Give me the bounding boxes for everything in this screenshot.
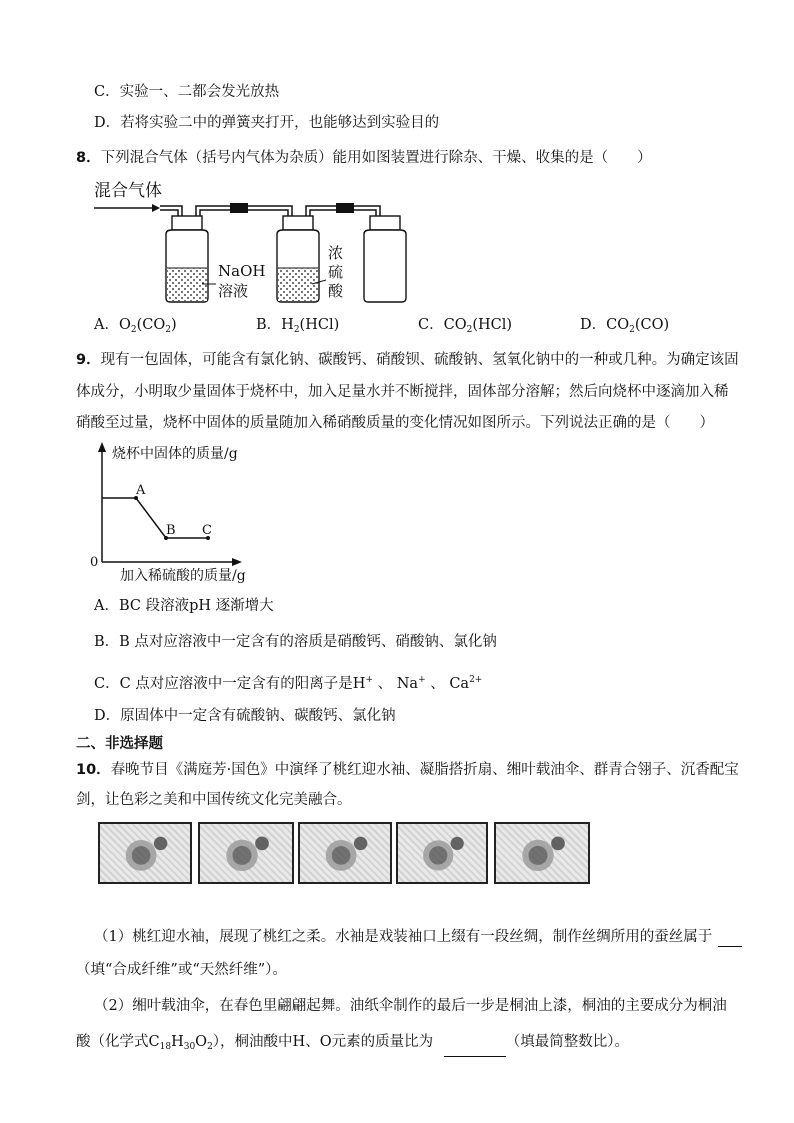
peach-red-image bbox=[98, 822, 192, 884]
q7-option-d: D．若将实验二中的弹簧夹打开，也能够达到实验目的 bbox=[94, 115, 440, 131]
section-title: 二、非选择题 bbox=[76, 736, 163, 752]
q9-option-a: A．BC 段溶液pH 逐渐增大 bbox=[94, 598, 274, 614]
acid-label-1: 浓 bbox=[328, 244, 344, 262]
acid-label-3: 酸 bbox=[328, 282, 344, 300]
point-a-label: A bbox=[136, 483, 146, 498]
acid-label-2: 硫 bbox=[328, 263, 344, 281]
q9-stem-line1: 9．现有一包固体，可能含有氯化钠、碳酸钙、硝酸钡、硫酸钠、氢氧化钠中的一种或几种。为确定该固 bbox=[76, 352, 739, 368]
point-c-label: C bbox=[202, 523, 212, 538]
q9-graph bbox=[84, 440, 284, 588]
q9-number: 9． bbox=[76, 352, 101, 368]
creamy-white-image bbox=[198, 822, 294, 884]
q9-option-b: B．B 点对应溶液中一定含有的溶质是硝酸钙、硝酸钠、氯化钠 bbox=[94, 634, 497, 650]
x-axis-label: 加入稀硫酸的质量/g bbox=[120, 568, 246, 584]
answer-blank-1[interactable] bbox=[718, 926, 742, 947]
q10-image-strip bbox=[98, 822, 590, 884]
q10-stem-line1: 10．春晚节目《满庭芳·国色》中演绎了桃红迎水袖、凝脂搭折扇、缃叶载油伞、群青合翎子、沉香配宝 bbox=[76, 762, 739, 778]
q8-option-a: A．$O_2(CO_2)$ bbox=[94, 317, 177, 335]
answer-blank-2[interactable] bbox=[444, 1036, 506, 1057]
y-axis-label: 烧杯中固体的质量/g bbox=[112, 446, 238, 462]
ultramarine-image bbox=[396, 822, 488, 884]
q7-option-c: C．实验一、二都会发光放热 bbox=[94, 84, 280, 100]
q10-number: 10． bbox=[76, 762, 111, 778]
q10-sub1-line2: （填“合成纤维”或“天然纤维”）。 bbox=[76, 962, 287, 978]
q8-stem-text: 下列混合气体（括号内气体为杂质）能用如图装置进行除杂、干燥、收集的是（ ） bbox=[100, 150, 652, 166]
q9-stem-line2: 体成分，小明取少量固体于烧杯中，加入足量水并不断搅拌，固体部分溶解；然后向烧杯中逐滴加入稀 bbox=[76, 384, 729, 400]
q10-sub2-line2: 酸（化学式$C_{18}H_{30}O_2$），桐油酸中H、O元素的质量比为 （填最简整数比）。 bbox=[76, 1032, 629, 1057]
q8-inlet-label: 混合气体 bbox=[94, 181, 162, 201]
q9-option-c: C．C 点对应溶液中一定含有的阳离子是H+ 、 Na+ 、 $Ca^{2+}$ bbox=[94, 675, 483, 692]
q9-stem-line3: 硝酸至过量，烧杯中固体的质量随加入稀硝酸质量的变化情况如图所示。下列说法正确的是（ ） bbox=[76, 415, 714, 431]
q10-sub2-line1: （2）缃叶载油伞，在春色里翩翩起舞。油纸伞制作的最后一步是桐油上漆，桐油的主要成分为桐油 bbox=[94, 998, 727, 1014]
q8-option-d: D．$CO_2(CO)$ bbox=[580, 317, 670, 335]
agarwood-image bbox=[494, 822, 590, 884]
naoh-label-1: NaOH bbox=[218, 262, 266, 280]
q8-apparatus-diagram bbox=[90, 176, 420, 308]
light-yellow-image bbox=[298, 822, 392, 884]
naoh-bottle bbox=[166, 216, 208, 302]
mass-curve bbox=[102, 498, 208, 538]
q9-option-d: D．原固体中一定含有硫酸钠、碳酸钙、氯化钠 bbox=[94, 708, 396, 724]
q10-sub1-line1: （1）桃红迎水袖，展现了桃红之柔。水袖是戏装袖口上缀有一段丝绸，制作丝绸所用的蚕丝属于 bbox=[94, 926, 742, 947]
q8-option-b: B．$H_2(HCl)$ bbox=[256, 317, 340, 335]
sulfuric-acid-bottle bbox=[277, 216, 319, 302]
collecting-bottle bbox=[364, 216, 406, 302]
q8-option-c: C．$CO_2(HCl)$ bbox=[418, 317, 513, 335]
origin-label: 0 bbox=[90, 555, 99, 570]
point-b-label: B bbox=[166, 523, 176, 538]
q8-number: 8． bbox=[76, 150, 101, 166]
q8-stem bbox=[76, 148, 652, 168]
q10-stem-line2: 剑，让色彩之美和中国传统文化完美融合。 bbox=[76, 792, 352, 808]
naoh-label-2: 溶液 bbox=[218, 282, 249, 300]
